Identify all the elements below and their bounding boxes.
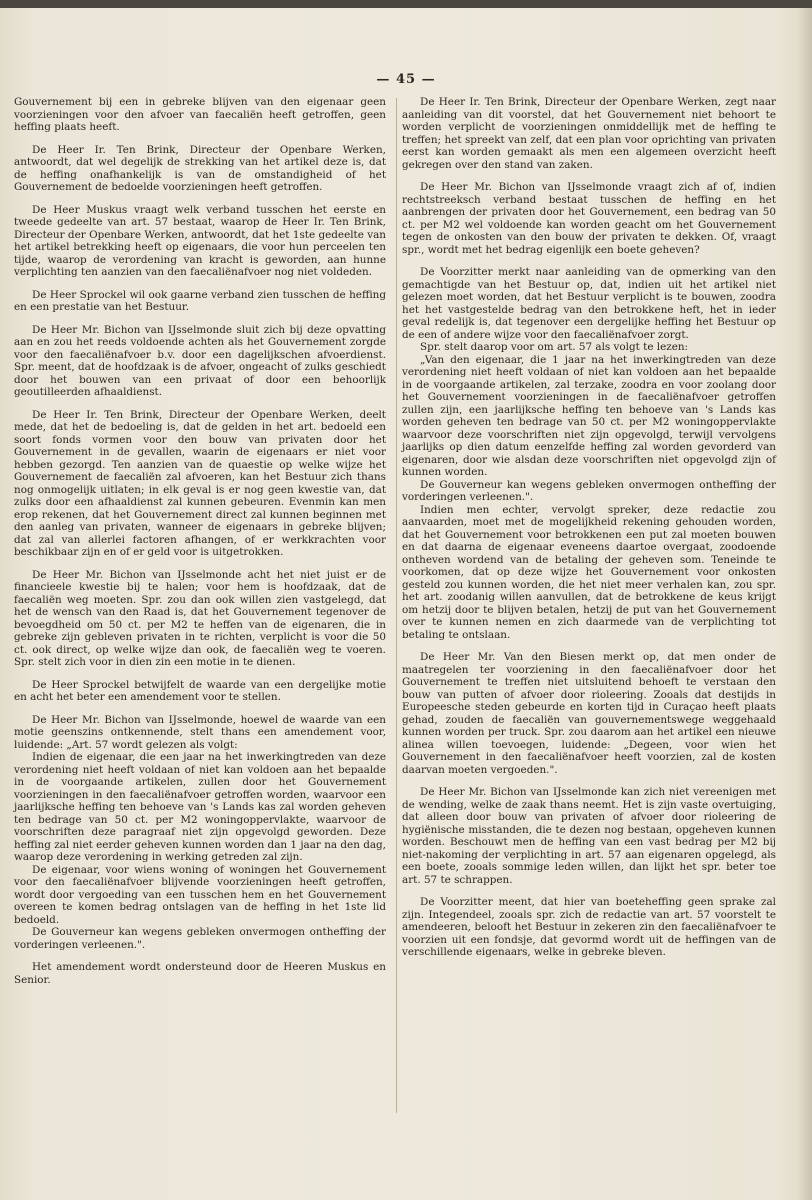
paragraph: De Heer Mr. Bichon van IJsselmonde, hoewel de waarde van een motie geenszins ontkennende, stelt thans een amendement voor, luidende: „Art. 57 wordt gelezen als volgt:	[14, 713, 386, 751]
paragraph: De Heer Ir. Ten Brink, Directeur der Openbare Werken, zegt naar aanleiding van dit voorstel, dat het Gouvernement niet behoort te worden verplicht de voorzieningen onmiddellijk met de heffing te treffen; het spreekt van zelf, dat een plan voor oprichting van privaten eerst kan worden gemaakt als men een algemeen overzicht heeft gekregen over den stand van zaken.	[402, 96, 776, 171]
paragraph: De eigenaar, voor wiens woning of woningen het Gouvernement voor den faecaliënafvoer blijvende voorzieningen heeft getroffen, wordt door vergoeding van een tusschen hem en het Gouvernement overeen te komen bedrag ontslagen van de heffing in het 1ste lid bedoeld.	[14, 863, 386, 926]
paragraph: De Voorzitter meent, dat hier van boeteheffing geen sprake zal zijn. Integendeel, zooals spr. zich de redactie van art. 57 voorstelt te amendeeren, belooft het Bestuur in zekeren zin den faecaliënafvoer te voorzien uit een fondsje, dat gevormd wordt uit de heffingen van de verschillende eigenaars, welke in gebreke bleven.	[402, 896, 776, 958]
paragraph: De Heer Muskus vraagt welk verband tusschen het eerste en tweede gedeelte van art. 57 bestaat, waarop de Heer Ir. Ten Brink, Directeur der Openbare Werken, antwoordt, dat het 1ste gedeelte van het artikel betrekking heeft op eigenaars, die voor hun perceelen ten tijde, waarop de verordening van kracht is geworden, aan hunne verplichting ten aanzien van den faecaliënafvoer nog niet voldeden.	[14, 203, 386, 278]
scan-border	[0, 0, 812, 8]
paragraph: Indien de eigenaar, die een jaar na het inwerkingtreden van deze verordening niet heeft voldaan of niet kan voldoen aan het bepaalde in de voorgaande artikelen, zullen door het Gouvernement voorzieningen in den faecaliënafvoer getroffen worden, waarvoor een jaarlijksche heffing ten behoeve van 's Lands kas zal worden geheven ten bedrage van 50 ct. per M2 woningoppervlakte, waarvoor de voorschriften deze paragraaf niet zijn opgevolgd geworden. Deze heffing zal niet eerder geheven kunnen worden dan 1 jaar na den dag, waarop deze verordening in werking getreden zal zijn.	[14, 751, 386, 863]
page-number: — 45 —	[376, 72, 436, 87]
paragraph: „Van den eigenaar, die 1 jaar na het inwerkingtreden van deze verordening niet heeft voldaan of niet kan voldoen aan het bepaalde in de voorgaande artikelen, zal terzake, zoodra en voor zoolang door het Gouvernement voorzieningen in de faecaliënafvoer getroffen zullen zijn, een jaarlijksche heffing ten behoeve van 's Lands kas worden geheven ten bedrage van 50 ct. per M2 woningoppervlakte waarvoor deze voorschriften niet zijn opgevolgd, terwijl vervolgens jaarlijks op dien datum eenzelfde heffing zal worden gevorderd van eigenaren, door wie alsdan deze voorschriften niet opgevolgd zijn of kunnen worden.	[402, 353, 776, 478]
paragraph: De Heer Sprockel wil ook gaarne verband zien tusschen de heffing en een prestatie van het Bestuur.	[14, 288, 386, 313]
paragraph: Gouvernement bij een in gebreke blijven van den eigenaar geen voorzieningen voor den afvoer van faecaliën heeft getroffen, geen heffing plaats heeft.	[14, 96, 386, 133]
paragraph: Het amendement wordt ondersteund door de Heeren Muskus en Senior.	[14, 961, 386, 986]
right-column	[402, 96, 776, 969]
paragraph: De Heer Ir. Ten Brink, Directeur der Openbare Werken, deelt mede, dat het de bedoeling is, dat de gelden in het art. bedoeld een soort fonds vormen voor den bouw van privaten door het Gouvernement in de gevallen, waarin de eigenaars er niet voor hebben gezorgd. Ten aanzien van de quaestie op welke wijze het Gouvernement de faecaliën zal afvoeren, kan het Bestuur zich thans nog onmogelijk uitlaten; in elk geval is er nog geen kwestie van, dat zulks door een afhaaldienst zal kunnen gebeuren. Evenmin kan men erop rekenen, dat het Gouvernement direct zal kunnen beginnen met den aanleg van privaten, wanneer de eigenaars in gebreke blijven; dat zal van allerlei factoren afhangen, of er werkkrachten voor beschikbaar zijn en of er geld voor is uitgetrokken.	[14, 408, 386, 558]
paragraph: Spr. stelt daarop voor om art. 57 als volgt te lezen:	[420, 341, 689, 353]
paragraph: De Heer Mr. Bichon van IJsselmonde acht het niet juist er de financieele kwestie bij te halen; voor hem is hoofdzaak, dat de faecaliën weg moeten. Spr. zou dan ook willen zien vastgelegd, dat het de wensch van den Raad is, dat het Gouvernement tegenover de bevoegdheid om 50 ct. per M2 te heffen van de eigenaren, die in gebreke zijn gebleven privaten in te richten, verplicht is voor die 50 ct. ook direct, op welke wijze dan ook, de faecaliën weg te voeren. Spr. stelt zich voor in dien zin een motie in te dienen.	[14, 568, 386, 668]
paragraph: De Heer Sprockel betwijfelt de waarde van een dergelijke motie en acht het beter een amendement voor te stellen.	[14, 678, 386, 703]
column-divider	[396, 98, 397, 1113]
page-edge-shadow	[798, 0, 812, 1200]
paragraph: De Heer Mr. Van den Biesen merkt op, dat men onder de maatregelen ter voorziening in den faecaliënafvoer door het Gouvernement te treffen niet uitsluitend behoeft te verstaan den bouw van putten of afvoer door rioleering. Zooals dat destijds in Europeesche steden gebeurde en korten tijd in Curaçao heeft plaats gehad, zouden de faecaliën van gouvernementswege weggehaald kunnen worden per truck. Spr. zou daarom aan het artikel een nieuwe alinea willen toevoegen, luidende: „Degeen, voor wien het Gouvernement in den faecaliënafvoer heeft voorzien, zal de kosten daarvan moeten vergoeden.".	[402, 651, 776, 776]
paragraph: De Heer Mr. Bichon van IJsselmonde sluit zich bij deze opvatting aan en zou het reeds voldoende achten als het Gouvernement zorgde voor den faecaliënafvoer b.v. door een dagelijkschen afvoerdienst. Spr. meent, dat de hoofdzaak is de afvoer, ongeacht of zulks geschiedt door het bouwen van een privaat of door een behoorlijk geoutilleerden afhaaldienst.	[14, 323, 386, 398]
paragraph: Indien men echter, vervolgt spreker, deze redactie zou aanvaarden, moet met de mogelijkheid rekening gehouden worden, dat het Gouvernement voor betrokkenen een put zal moeten bouwen en dat daarna de eigenaar eveneens daartoe overgaat, zoodoende ontheven wordend van de betaling der geheven som. Teneinde te voorkomen, dat op deze wijze het Gouvernement voor onkosten gesteld zou kunnen worden, die het niet meer verhalen kan, zou spr. het art. zoodanig willen aanvullen, dat de betrokkene de keus krijgt om hetzij door te blijven betalen, hetzij de put van het Gouvernement over te kunnen nemen en zich daarmede van de verplichting tot betaling te ontslaan.	[402, 503, 776, 641]
paragraph: De Heer Mr. Bichon van IJsselmonde vraagt zich af of, indien rechtstreeksch verband bestaat tusschen de heffing en het aanbrengen der privaten door het Gouvernement, een bedrag van 50 ct. per M2 wel voldoende kan worden geacht om het Gouvernement tegen de onkosten van den bouw der privaten te dekken. Of, vraagt spr., wordt met het bedrag eigenlijk een boete geheven?	[402, 181, 776, 256]
paragraph: De Voorzitter merkt naar aanleiding van de opmerking van den gemachtigde van het Bestuur op, dat, indien uit het artikel niet gelezen moet worden, dat het Bestuur verplicht is te bouwen, zoodra het het vastgestelde bedrag van den betrokkene heft, het in ieder geval redelijk is, dat tegenover een dergelijke heffing het Bestuur op de een of andere wijze voor den faecaliënafvoer zorgt.	[402, 266, 776, 341]
paragraph: De Gouverneur kan wegens gebleken onvermogen ontheffing der vorderingen verleenen.".	[14, 926, 386, 951]
left-column	[14, 96, 386, 996]
paragraph: De Heer Ir. Ten Brink, Directeur der Openbare Werken, antwoordt, dat wel degelijk de strekking van het artikel deze is, dat de heffing onafhankelijk is van de omstandigheid of het Gouvernement de bedoelde voorzieningen heeft getroffen.	[14, 143, 386, 193]
paragraph: De Gouverneur kan wegens gebleken onvermogen ontheffing der vorderingen verleenen.".	[402, 478, 776, 503]
paragraph: De Heer Mr. Bichon van IJsselmonde kan zich niet vereenigen met de wending, welke de zaak thans neemt. Het is zijn vaste overtuiging, dat alleen door bouw van privaten of afvoer door rioleering de hygiënische misstanden, die te dezen nog bestaan, opgeheven kunnen worden. Beschouwt men de heffing van een vast bedrag per M2 bij niet-nakoming der verplichting in art. 57 aan eigenaren opgelegd, als een boete, zooals sommige leden willen, dan lijkt het spr. beter toe art. 57 te schrappen.	[402, 786, 776, 886]
